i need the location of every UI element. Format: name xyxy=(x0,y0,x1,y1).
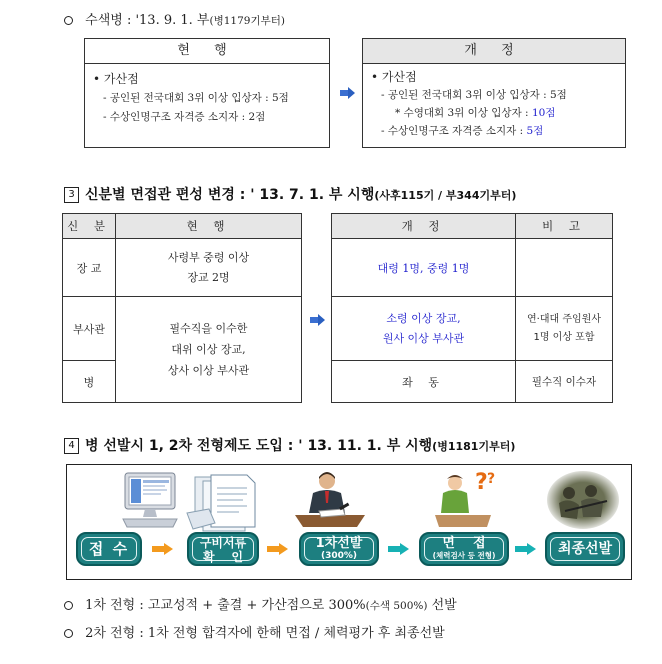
arrow-teal-icon xyxy=(388,543,410,555)
section3-number: 3 xyxy=(64,187,79,203)
revised-line-2: * 수영대회 3위 이상 입상자 : xyxy=(395,107,532,119)
current-line-2: - 수상인명구조 자격증 소지자 : 2점 xyxy=(103,111,266,123)
footer-line-2 xyxy=(64,622,445,641)
footer-line-2-text: 2차 전형 : 1차 전형 합격자에 한해 면접 / 체력평가 후 최종선발 xyxy=(85,626,445,641)
current-bullet: 가산점 xyxy=(103,72,139,86)
revised-box xyxy=(362,38,626,148)
footer-line-1-text: 1차 전형 : 고교성적 + 출결 + 가산점으로 300% xyxy=(85,598,366,613)
item1-label: 수색병 : '13. 9. 1. 부 xyxy=(85,13,210,28)
remark-officer xyxy=(516,239,613,297)
stage-final-selection: 최종선발 xyxy=(545,532,625,566)
item1-note: (병1179기부터) xyxy=(209,15,285,27)
soldiers-photo xyxy=(547,471,619,529)
interviewee-icon xyxy=(431,469,501,531)
revised-line-3-value: 5점 xyxy=(526,125,544,137)
computer-icon xyxy=(119,471,181,529)
revised-line-2-value: 10점 xyxy=(531,107,556,119)
revised-line-1: - 공인된 전국대회 3위 이상 입상자 : 5점 xyxy=(381,89,567,101)
current-table xyxy=(62,213,302,403)
arrow-orange-icon xyxy=(152,543,174,555)
footer-line-1-note: (수색 500%) xyxy=(365,600,428,612)
col-header-remark: 비 고 xyxy=(516,214,613,239)
revised-nco: 소령 이상 장교, 원사 이상 부사관 xyxy=(332,297,516,361)
revised-table xyxy=(331,213,613,403)
section3-title xyxy=(64,184,516,204)
current-line-1: - 공인된 전국대회 3위 이상 입상자 : 5점 xyxy=(103,92,289,104)
bullet-dot: • xyxy=(371,70,382,84)
current-nco-enlisted: 필수직을 이수한 대위 이상 장교, 상사 이상 부사관 xyxy=(116,297,302,403)
rank-nco: 부사관 xyxy=(63,297,116,361)
item1-line xyxy=(64,9,285,28)
section3-title-text: 신분별 면접관 편성 변경 : ' 13. 7. 1. 부 시행 xyxy=(85,187,375,203)
footer-line-1-end: 선발 xyxy=(427,598,457,613)
stage-interview: 면 접 (체력검사 등 전형) xyxy=(419,532,509,566)
rank-officer: 장 교 xyxy=(63,239,116,297)
col-header-current: 현 행 xyxy=(116,214,302,239)
circle-bullet-icon xyxy=(64,16,73,25)
revised-enlisted: 좌 동 xyxy=(332,361,516,403)
arrow-orange-icon xyxy=(267,543,289,555)
section4-title-text: 병 선발시 1, 2차 전형제도 도입 : ' 13. 11. 1. 부 시행 xyxy=(85,438,433,454)
stage-document-check: 구비서류 확 인 xyxy=(187,532,259,566)
remark-enlisted: 필수직 이수자 xyxy=(516,361,613,403)
revised-officer: 대령 1명, 중령 1명 xyxy=(332,239,516,297)
section4-number: 4 xyxy=(64,438,79,454)
col-header-revised: 개 정 xyxy=(332,214,516,239)
stage-first-selection: 1차선발 (300%) xyxy=(299,532,379,566)
revised-bullet: 가산점 xyxy=(381,70,417,84)
section3-note: (사후115기 / 부344기부터) xyxy=(374,189,517,202)
bullet-dot: • xyxy=(93,72,104,86)
arrow-teal-icon xyxy=(515,543,537,555)
svg-text:?: ? xyxy=(475,470,488,495)
section4-note: (병1181기부터) xyxy=(432,440,516,453)
circle-bullet-icon xyxy=(64,601,73,610)
stage-reception: 접 수 xyxy=(76,532,142,566)
svg-text:?: ? xyxy=(487,471,496,487)
writer-icon xyxy=(295,469,365,531)
documents-icon xyxy=(185,473,265,533)
selection-process-diagram xyxy=(66,464,632,580)
remark-nco: 연·대대 주임원사 1명 이상 포함 xyxy=(516,297,613,361)
current-box xyxy=(84,38,330,148)
section4-title xyxy=(64,435,515,455)
footer-line-1 xyxy=(64,594,457,613)
circle-bullet-icon xyxy=(64,629,73,638)
revised-line-3: - 수상인명구조 자격증 소지자 : xyxy=(381,125,527,137)
rank-enlisted: 병 xyxy=(63,361,116,403)
current-officer: 사령부 중령 이상 장교 2명 xyxy=(116,239,302,297)
current-header: 현 행 xyxy=(85,39,329,64)
revised-header: 개 정 xyxy=(363,39,625,64)
col-header-rank: 신 분 xyxy=(63,214,116,239)
